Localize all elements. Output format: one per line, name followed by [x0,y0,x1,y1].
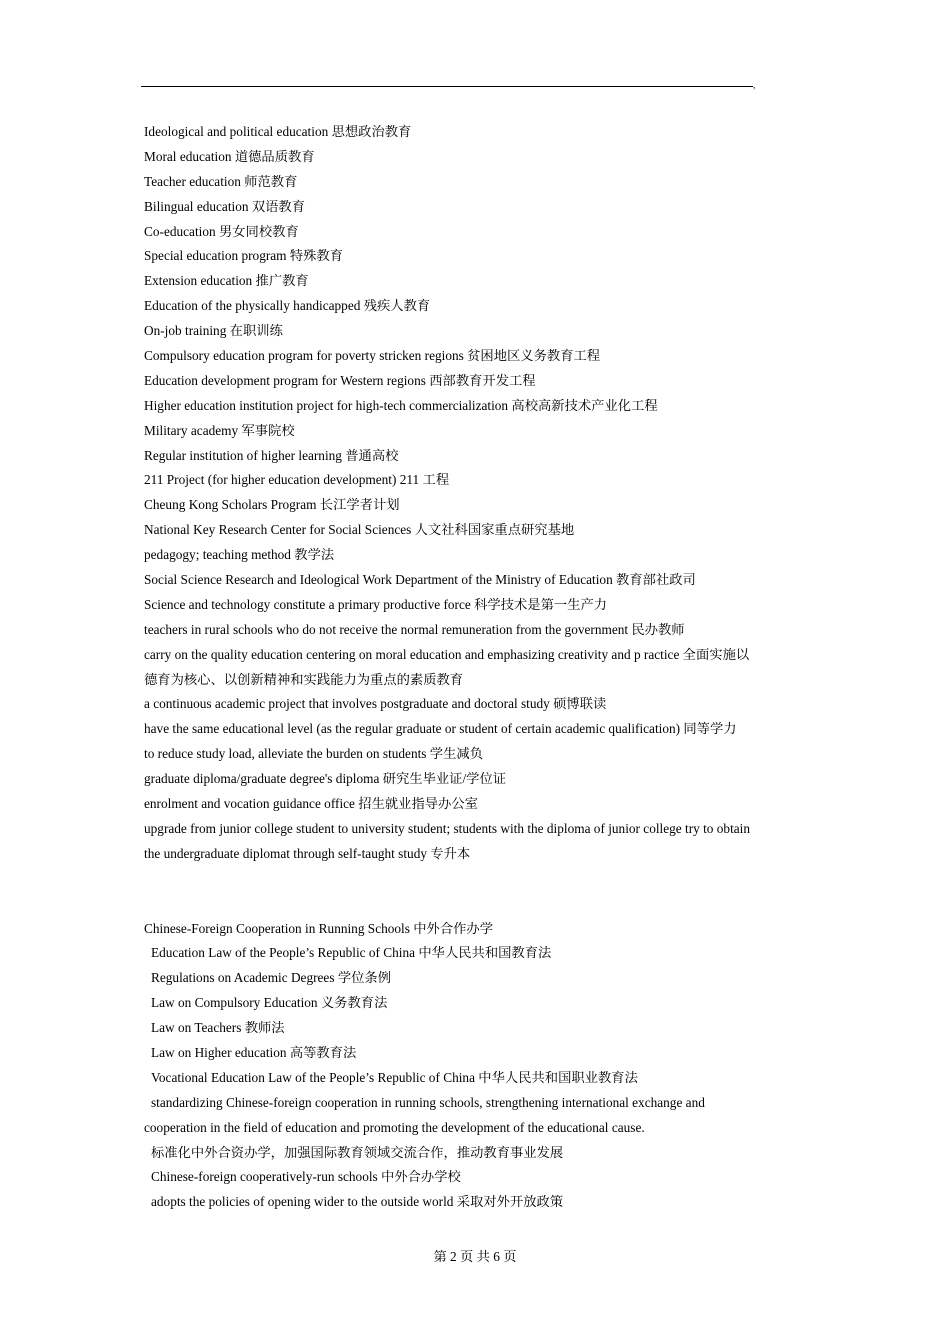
text-line: Education Law of the People’s Republic of China 中华人民共和国教育法 [151,945,552,961]
text-line: carry on the quality education centering on moral education and emphasizing creativity and p ractice 全面实施以 [144,646,750,662]
blank-line [144,867,806,892]
document-body [144,120,806,1215]
text-line: Social Science Research and Ideological Work Department of the Ministry of Education 教育部社政司 [144,572,696,588]
text-line: Regular institution of higher learning 普通高校 [144,447,399,463]
text-line: Compulsory education program for poverty stricken regions 贫困地区义务教育工程 [144,348,601,364]
text-line: Education development program for Western regions 西部教育开发工程 [144,372,536,388]
text-line: the undergraduate diplomat through self-taught study 专升本 [144,845,471,861]
header-rule [141,86,753,87]
text-line: teachers in rural schools who do not receive the normal remuneration from the government 民办教师 [144,621,685,637]
text-line: Higher education institution project for high-tech commercialization 高校高新技术产业化工程 [144,397,658,413]
text-line: adopts the policies of opening wider to the outside world 采取对外开放政策 [151,1194,564,1210]
section-heading: Chinese-Foreign Cooperation in Running Schools 中外合作办学 [144,920,494,936]
text-line: Vocational Education Law of the People’s Republic of China 中华人民共和国职业教育法 [151,1069,638,1085]
header-mark: , [753,80,756,90]
text-line: upgrade from junior college student to university student; students with the diploma of junior college try to obtain [144,820,751,836]
text-line: Ideological and political education 思想政治教育 [144,124,412,139]
text-line: Military academy 军事院校 [144,422,295,438]
text-line: On-job training 在职训练 [144,323,283,339]
text-line: graduate diploma/graduate degree's diploma 研究生毕业证/学位证 [144,771,507,787]
text-line: Special education program 特殊教育 [144,248,344,264]
text-line: Law on Teachers 教师法 [151,1020,285,1036]
text-line: cooperation in the field of education and promoting the development of the educational cause. [144,1119,645,1135]
text-line: Moral education 道德品质教育 [144,148,315,164]
text-line: Bilingual education 双语教育 [144,198,306,214]
text-line: Regulations on Academic Degrees 学位条例 [151,970,392,986]
text-line: 德育为核心、以创新精神和实践能力为重点的素质教育 [144,671,464,687]
text-line: Co-education 男女同校教育 [144,223,299,239]
text-line: a continuous academic project that involves postgraduate and doctoral study 硕博联读 [144,696,607,712]
text-line: Law on Compulsory Education 义务教育法 [151,995,388,1011]
text-line: to reduce study load, alleviate the burden on students 学生减负 [144,746,483,762]
text-line: Education of the physically handicapped 残疾人教育 [144,298,431,314]
page-footer: 第 2 页 共 6 页 [433,1249,517,1264]
text-line: 标准化中外合资办学，加强国际教育领域交流合作，推动教育事业发展 [151,1144,564,1160]
text-line: National Key Research Center for Social Sciences 人文社科国家重点研究基地 [144,522,575,538]
text-line: have the same educational level (as the regular graduate or student of certain academic qualification) 同等学力 [144,721,737,737]
text-line: Teacher education 师范教育 [144,173,298,189]
text-line: Extension education 推广教育 [144,273,309,289]
text-line: Law on Higher education 高等教育法 [151,1044,357,1060]
text-line: pedagogy; teaching method 教学法 [144,547,335,563]
text-line: Cheung Kong Scholars Program 长江学者计划 [144,497,400,513]
text-line: 211 Project (for higher education development) 211 工程 [144,472,450,488]
text-line: Science and technology constitute a primary productive force 科学技术是第一生产力 [144,596,608,612]
blank-line [144,892,806,917]
text-line: standardizing Chinese-foreign cooperation in running schools, strengthening international exchange and [151,1094,705,1110]
text-line: Chinese-foreign cooperatively-run schools 中外合办学校 [151,1169,461,1185]
text-line: enrolment and vocation guidance office 招生就业指导办公室 [144,796,478,812]
